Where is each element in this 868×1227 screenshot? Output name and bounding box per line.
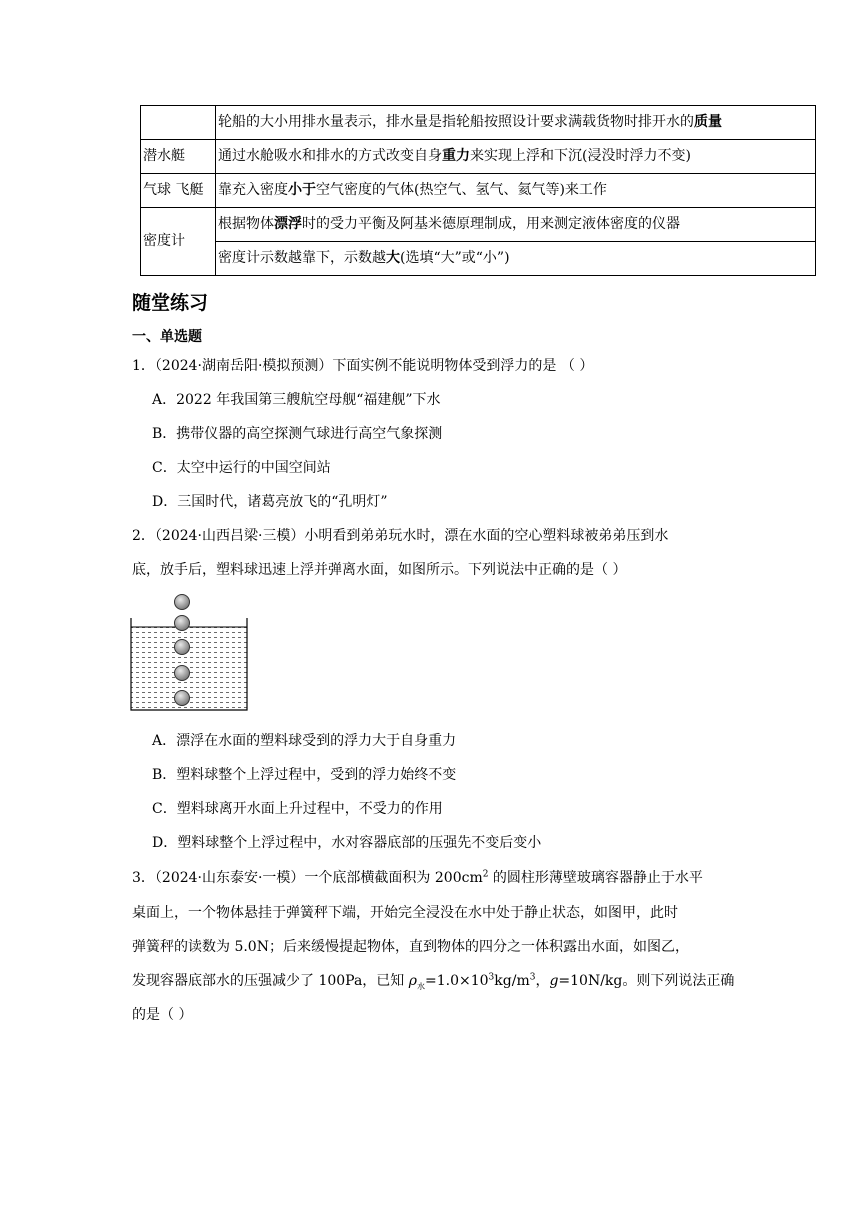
table-row xyxy=(141,174,816,208)
table-cell-desc: 密度计示数越靠下，示数越大(选填“大”或“小”) xyxy=(216,242,816,276)
table-cell-name: 气球 飞艇 xyxy=(141,174,216,208)
ball-icon xyxy=(175,640,190,655)
table-row xyxy=(141,208,816,242)
ball-icon xyxy=(175,691,190,706)
question-2-option-c: C．塑料球离开水面上升过程中，不受力的作用 xyxy=(152,801,443,817)
ball-icon xyxy=(175,595,190,610)
table-row xyxy=(141,106,816,140)
table-row xyxy=(141,242,816,276)
question-3-line-2: 桌面上，一个物体悬挂于弹簧秤下端，开始完全浸没在水中处于静止状态，如图甲，此时 xyxy=(132,905,678,921)
question-1-stem: 1．（2024·湖南岳阳·模拟预测）下面实例不能说明物体受到浮力的是 （ ） xyxy=(132,358,594,374)
floating-ball-figure xyxy=(130,590,250,714)
key-term: 小于 xyxy=(288,182,316,199)
question-3-line-5: 的是（ ） xyxy=(132,1007,193,1023)
question-1-option-d: D．三国时代，诸葛亮放飞的“孔明灯” xyxy=(152,494,388,510)
section-title: 随堂练习 xyxy=(132,292,209,314)
key-term: 大 xyxy=(386,250,400,267)
table-row xyxy=(141,140,816,174)
table-cell-desc: 轮船的大小用排水量表示，排水量是指轮船按照设计要求满载货物时排开水的质量 xyxy=(216,106,816,140)
question-3-line-3: 弹簧秤的读数为 5.0N；后来缓慢提起物体，直到物体的四分之一体积露出水面，如图乙， xyxy=(132,939,689,955)
question-2-stem-line-2: 底，放手后，塑料球迅速上浮并弹离水面，如图所示。下列说法中正确的是（ ） xyxy=(132,562,627,578)
key-term: 漂浮 xyxy=(274,216,302,233)
table-cell-desc: 靠充入密度小于空气密度的气体(热空气、氢气、氦气等)来工作 xyxy=(216,174,816,208)
question-1-option-b: B．携带仪器的高空探测气球进行高空气象探测 xyxy=(152,426,443,442)
ball-icon xyxy=(175,666,190,681)
key-term: 重力 xyxy=(442,148,470,165)
question-3-line-1: 3．（2024·山东泰安·一模）一个底部横截面积为 $200cm^2$ 的圆柱形薄壁玻璃容器静止于水平 xyxy=(132,869,703,886)
question-3-line-4: 发现容器底部水的压强减少了 100Pa，已知 $\rho_水=1.0\times 10^3kg/m^3$，g=10N/kg。则下列说法正确 xyxy=(132,972,735,991)
question-2-option-a: A．漂浮在水面的塑料球受到的浮力大于自身重力 xyxy=(152,733,457,749)
ball-icon xyxy=(175,616,190,631)
question-1-option-a: A．2022 年我国第三艘航空母舰“福建舰”下水 xyxy=(152,392,441,408)
question-2-stem-line-1: 2．（2024·山西吕梁·三模）小明看到弟弟玩水时，漂在水面的空心塑料球被弟弟压到水 xyxy=(132,528,669,544)
question-1-option-c: C．太空中运行的中国空间站 xyxy=(152,460,331,476)
subsection-title: 一、单选题 xyxy=(132,329,202,345)
table-cell-name xyxy=(141,106,216,140)
table-cell-desc: 通过水舱吸水和排水的方式改变自身重力来实现上浮和下沉(浸没时浮力不变) xyxy=(216,140,816,174)
table-cell-desc: 根据物体漂浮时的受力平衡及阿基米德原理制成，用来测定液体密度的仪器 xyxy=(216,208,816,242)
question-2-option-b: B．塑料球整个上浮过程中，受到的浮力始终不变 xyxy=(152,767,457,783)
table-cell-name: 密度计 xyxy=(141,208,216,276)
key-term: 质量 xyxy=(694,114,722,131)
question-2-option-d: D．塑料球整个上浮过程中，水对容器底部的压强先不变后变小 xyxy=(152,835,542,851)
table-cell-name: 潜水艇 xyxy=(141,140,216,174)
buoyancy-applications-table xyxy=(140,105,816,276)
